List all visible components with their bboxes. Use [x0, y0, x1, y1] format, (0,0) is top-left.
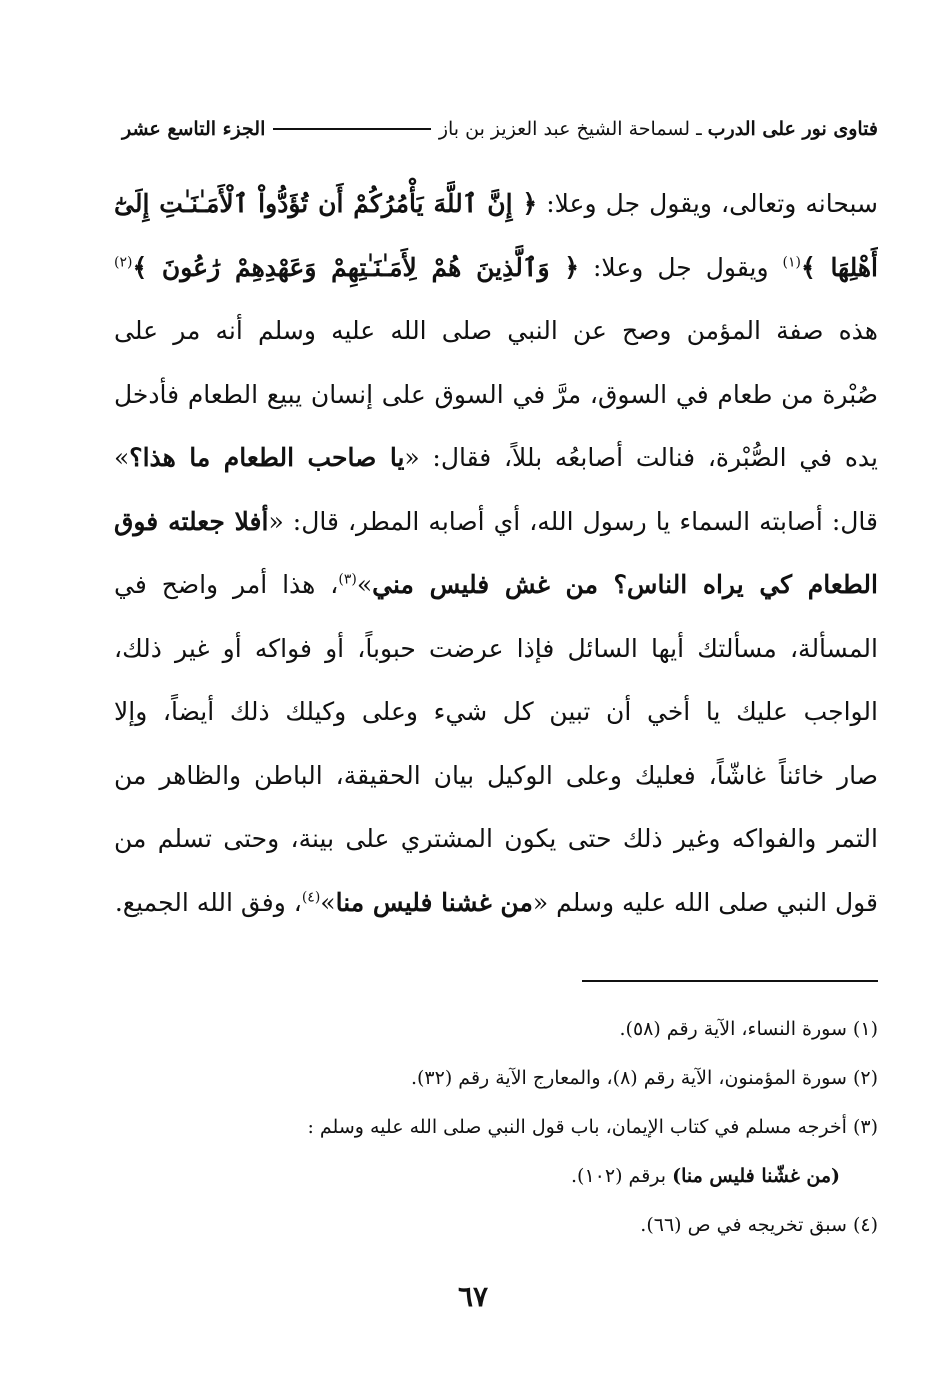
text-run: برقم (١٠٢).: [571, 1165, 673, 1187]
bold-quote: الطعام كي يراه الناس؟ من غش فليس مني: [372, 570, 878, 599]
text-run: (٤) سبق تخريجه في ص (٦٦).: [640, 1214, 878, 1236]
footnote-marker: (٤): [301, 889, 321, 906]
footnote-item: [110, 1152, 878, 1201]
text-line: [114, 680, 878, 744]
author-name: ـ لسماحة الشيخ عبد العزيز بن باز: [438, 118, 702, 140]
header-rule: [273, 128, 430, 130]
text-run: الواجب عليك يا أخي أن تبين كل شيء وعلى وكيلك ذلك أيضاً، وإلا: [114, 697, 878, 726]
text-run: المسألة، مسألتك أيها السائل فإذا عرضت حبوباً، أو فواكه أو غير ذلك،: [114, 633, 878, 663]
text-run: صار خائناً غاشّاً، فعليك وعلى الوكيل بيان الحقيقة، الباطن والظاهر من: [114, 760, 878, 790]
quran-verse: أَهْلِهَا ﴾: [801, 252, 878, 282]
text-line: [114, 617, 878, 681]
bold-quote: (من غشّنا فليس منا): [672, 1165, 840, 1187]
text-run: صُبْرة من طعام في السوق، مرَّ في السوق على إنسان يبيع الطعام فأدخل: [114, 379, 878, 409]
running-header: [122, 112, 878, 146]
text-run: (٢) سورة المؤمنون، الآية رقم (٨)، والمعارج الآية رقم (٣٢).: [410, 1067, 878, 1089]
text-run: ، هذا أمر واضح في: [114, 570, 339, 599]
footnote-item: [110, 1201, 878, 1250]
bold-quote: من غشنا فليس منا: [335, 887, 533, 917]
footnote-marker: (١): [782, 254, 802, 271]
footnotes: [110, 1005, 878, 1250]
main-text: [114, 172, 878, 934]
book-title: فتاوى نور على الدرب: [707, 118, 878, 140]
footnote-item: [110, 1054, 878, 1103]
text-run: يده في الصُّبْرة، فنالت أصابعُه بللاً، فقال: «: [404, 443, 878, 472]
text-run: (١) سورة النساء، الآية رقم (٥٨).: [619, 1018, 878, 1040]
text-line: [114, 172, 878, 236]
footnote-item: [110, 1103, 878, 1152]
bold-quote: يا صاحب الطعام ما هذا؟: [129, 443, 405, 472]
quran-verse: ﴿ وَٱلَّذِينَ هُمْ لِأَمَـٰنَـٰتِهِمْ وَعَهْدِهِمْ رَٰعُونَ ﴾: [132, 252, 579, 282]
text-line: [114, 426, 878, 490]
text-line: [114, 744, 878, 808]
text-run: هذه صفة المؤمن وصح عن النبي صلى الله عليه وسلم أنه مر على: [114, 316, 878, 345]
text-run: (٣) أخرجه مسلم في كتاب الإيمان، باب قول النبي صلى الله عليه وسلم :: [307, 1116, 878, 1138]
text-run: قال: أصابته السماء يا رسول الله، أي أصابه المطر، قال: «: [268, 506, 878, 536]
text-run: ويقول جل وعلا:: [578, 252, 783, 282]
footnote-item: [110, 1005, 878, 1054]
text-run: قول النبي صلى الله عليه وسلم «: [532, 887, 878, 917]
text-run: ، وفق الله الجميع.: [114, 887, 302, 917]
text-run: سبحانه وتعالى، ويقول جل وعلا:: [537, 189, 878, 218]
text-run: »: [356, 570, 373, 599]
text-line: [114, 553, 878, 617]
text-line: [114, 807, 878, 871]
page-number: ٦٧: [457, 1280, 489, 1313]
text-run: »: [114, 443, 130, 472]
footnote-separator: [582, 980, 878, 982]
bold-quote: أفلا جعلته فوق: [114, 506, 269, 536]
text-run: »: [320, 887, 336, 917]
text-run: التمر والفواكه وغير ذلك حتى يكون المشتري على بينة، وحتى تسلم من: [114, 824, 878, 853]
footnote-marker: (٢): [114, 254, 133, 271]
text-line: [114, 299, 878, 363]
text-line: [114, 363, 878, 427]
text-line: [114, 490, 878, 554]
quran-verse: ﴿ إِنَّ ٱللَّهَ يَأْمُرُكُمْ أَن تُؤَدُّواْ ٱلْأَمَـٰنَـٰتِ إِلَىٰٓ: [114, 189, 538, 218]
text-line: [114, 236, 878, 300]
footnote-marker: (٣): [338, 571, 357, 588]
text-line: [114, 871, 878, 935]
volume-label: الجزء التاسع عشر: [122, 118, 266, 140]
